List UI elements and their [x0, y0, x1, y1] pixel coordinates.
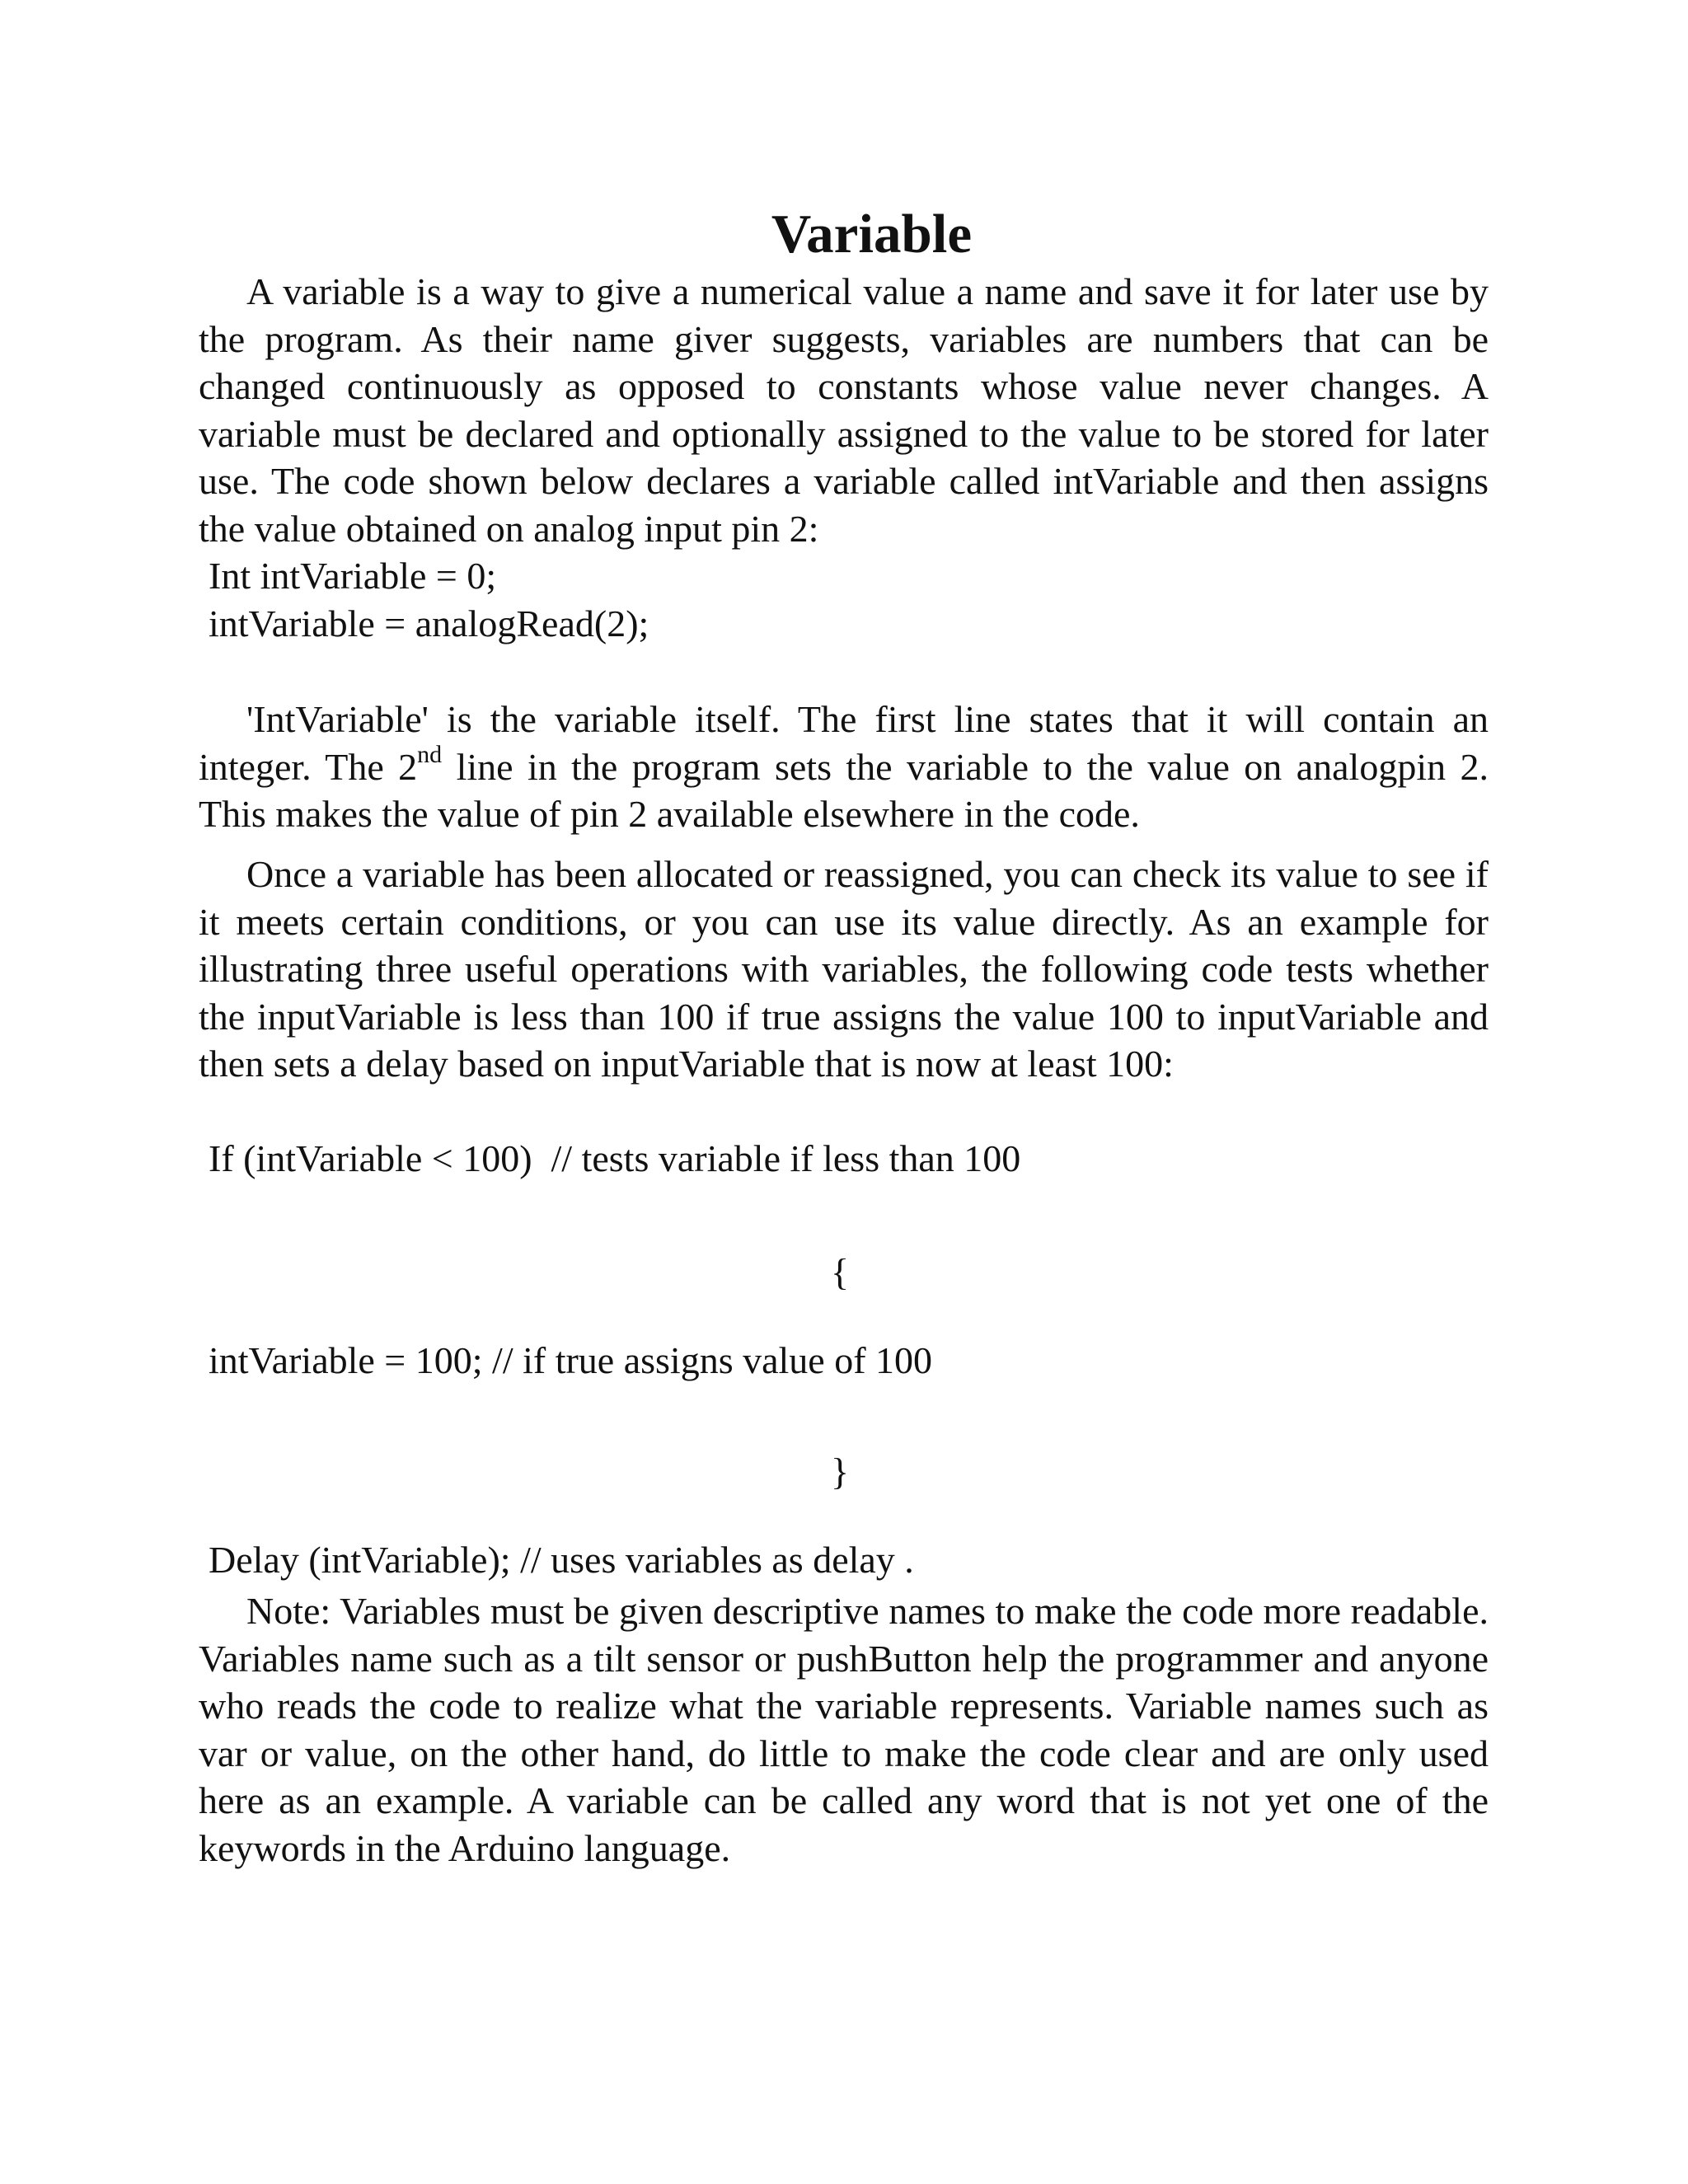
code-line-delay: Delay (intVariable); // uses variables as delay .: [209, 1539, 914, 1581]
code-line-analogread: intVariable = analogRead(2);: [209, 602, 649, 644]
code-open-brace: {: [831, 1251, 850, 1293]
code-line-if: If (intVariable < 100) // tests variable if less than 100: [209, 1137, 1021, 1179]
operations-paragraph: Once a variable has been allocated or reassigned, you can check its value to see if it meets certain conditions, or you can use its value directly. As an example for illustrating three useful operations with variables, the following code tests whether the inputVariable is less than 100 if true assigns the value 100 to inputVariable and then sets a delay based on inputVariable that is now at least 100:: [199, 853, 1489, 1085]
ordinal-superscript: nd: [417, 741, 443, 769]
explanation-text-end: line in the program sets the variable to the value on analogpin 2. This makes the value of pin 2 available elsewhere in the code.: [199, 745, 1489, 836]
page-title: Variable: [771, 204, 973, 265]
code-close-brace: }: [831, 1451, 850, 1493]
code-line-declare: Int intVariable = 0;: [209, 555, 497, 597]
intro-paragraph: A variable is a way to give a numerical value a name and save it for later use by the program. As their name giver suggests, variables are numbers that can be changed continuously as opposed to constants whose value never changes. A variable must be declared and optionally assigned to the value to be stored for later use. The code shown below declares a variable called intVariable and then assigns the value obtained on analog input pin 2:: [199, 270, 1489, 550]
code-line-assign: intVariable = 100; // if true assigns value of 100: [209, 1339, 933, 1381]
explanation-paragraph: [199, 696, 1489, 838]
note-paragraph: Note: Variables must be given descriptive names to make the code more readable. Variables name such as a tilt sensor or pushButton help the programmer and anyone who reads the code to realize what the variable represents. Variable names such as var or value, on the other hand, do little to make the code clear and are only used here as an example. A variable can be called any word that is not yet one of the keywords in the Arduino language.: [199, 1590, 1489, 1869]
explanation-text-start: 'IntVariable' is the variable itself. The first line states that it will contain an integer. The 2: [199, 698, 1489, 788]
